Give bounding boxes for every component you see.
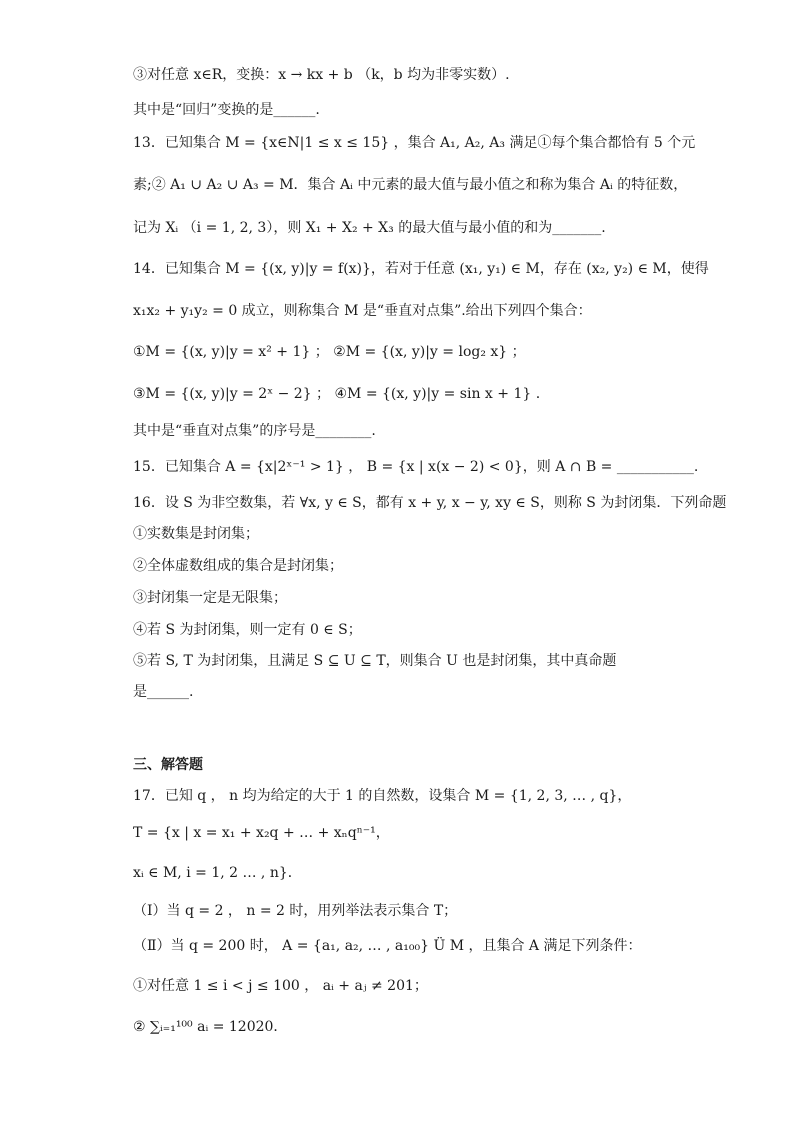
problem-13-line-3: 记为 Xᵢ （i = 1, 2, 3），则 X₁ + X₂ + X₃ 的最大值与最小值的和为_______. bbox=[133, 220, 606, 236]
problem-14-options-1-2: ①M = {(x, y)|y = x² + 1} ； ②M = {(x, y)|y = log₂ x} ； bbox=[133, 344, 526, 360]
section-heading-answers: 三、解答题 bbox=[133, 757, 203, 773]
problem-16-item-4: ④若 S 为封闭集，则一定有 0 ∈ S； bbox=[133, 622, 362, 638]
problem-17-line-1: 17．已知 q ， n 均为给定的大于 1 的自然数，设集合 M = {1, 2, 3, … , q}， bbox=[133, 788, 632, 804]
problem-16-line-1: 16．设 S 为非空数集，若 ∀x, y ∈ S，都有 x + y, x − y, xy ∈ S，则称 S 为封闭集．下列命题 bbox=[133, 495, 727, 511]
problem-14-line-2: x₁x₂ + y₁y₂ = 0 成立，则称集合 M 是“垂直对点集”.给出下列四个集合： bbox=[133, 303, 592, 319]
problem-17-part-2: （Ⅱ）当 q = 200 时， A = {a₁, a₂, … , a₁₀₀} Ü M ，且集合 A 满足下列条件： bbox=[133, 938, 642, 954]
problem-16-item-2: ②全体虚数组成的集合是封闭集； bbox=[133, 558, 343, 574]
problem-14-options-3-4: ③M = {(x, y)|y = 2ˣ − 2} ； ④M = {(x, y)|y = sin x + 1} . bbox=[133, 386, 541, 402]
problem-17-set-t-cond: xᵢ ∈ M, i = 1, 2 … , n}． bbox=[133, 865, 302, 881]
problem-13-line-1: 13．已知集合 M = {x∈N|1 ≤ x ≤ 15} ，集合 A₁, A₂, A₃ 满足①每个集合都恰有 5 个元 bbox=[133, 135, 696, 151]
problem-17-part-1: （Ⅰ）当 q = 2 ， n = 2 时，用列举法表示集合 T； bbox=[133, 903, 458, 919]
problem-14-question: 其中是“垂直对点集”的序号是________. bbox=[133, 423, 376, 439]
problem-13-line-2: 素;② A₁ ∪ A₂ ∪ A₃ = M．集合 Aᵢ 中元素的最大值与最小值之和称为集合 Aᵢ 的特征数， bbox=[133, 177, 688, 193]
problem-16-item-5: ⑤若 S, T 为封闭集，且满足 S ⊆ U ⊆ T，则集合 U 也是封闭集，其中真命题 bbox=[133, 653, 617, 669]
problem-16-answer: 是______. bbox=[133, 684, 194, 700]
problem-15: 15．已知集合 A = {x|2ˣ⁻¹ > 1} ， B = {x | x(x − 2) < 0}，则 A ∩ B = ___________. bbox=[133, 459, 699, 475]
problem-16-item-3: ③封闭集一定是无限集； bbox=[133, 590, 287, 606]
text-line-transform-3: ③对任意 x∈R，变换：x → kx + b （k，b 均为非零实数）. bbox=[133, 67, 510, 83]
problem-17-condition-1: ①对任意 1 ≤ i < j ≤ 100 ， aᵢ + aⱼ ≠ 201； bbox=[133, 978, 428, 994]
problem-14-line-1: 14．已知集合 M = {(x, y)|y = f(x)}，若对于任意 (x₁, y₁) ∈ M，存在 (x₂, y₂) ∈ M，使得 bbox=[133, 261, 709, 277]
problem-16-item-1: ①实数集是封闭集； bbox=[133, 526, 259, 542]
problem-17-condition-2: ② ∑ᵢ₌₁¹⁰⁰ aᵢ = 12020． bbox=[133, 1019, 288, 1035]
problem-17-set-t: T = {x | x = x₁ + x₂q + … + xₙqⁿ⁻¹， bbox=[133, 825, 390, 841]
text-line-regression-question: 其中是“回归”变换的是______. bbox=[133, 102, 320, 118]
